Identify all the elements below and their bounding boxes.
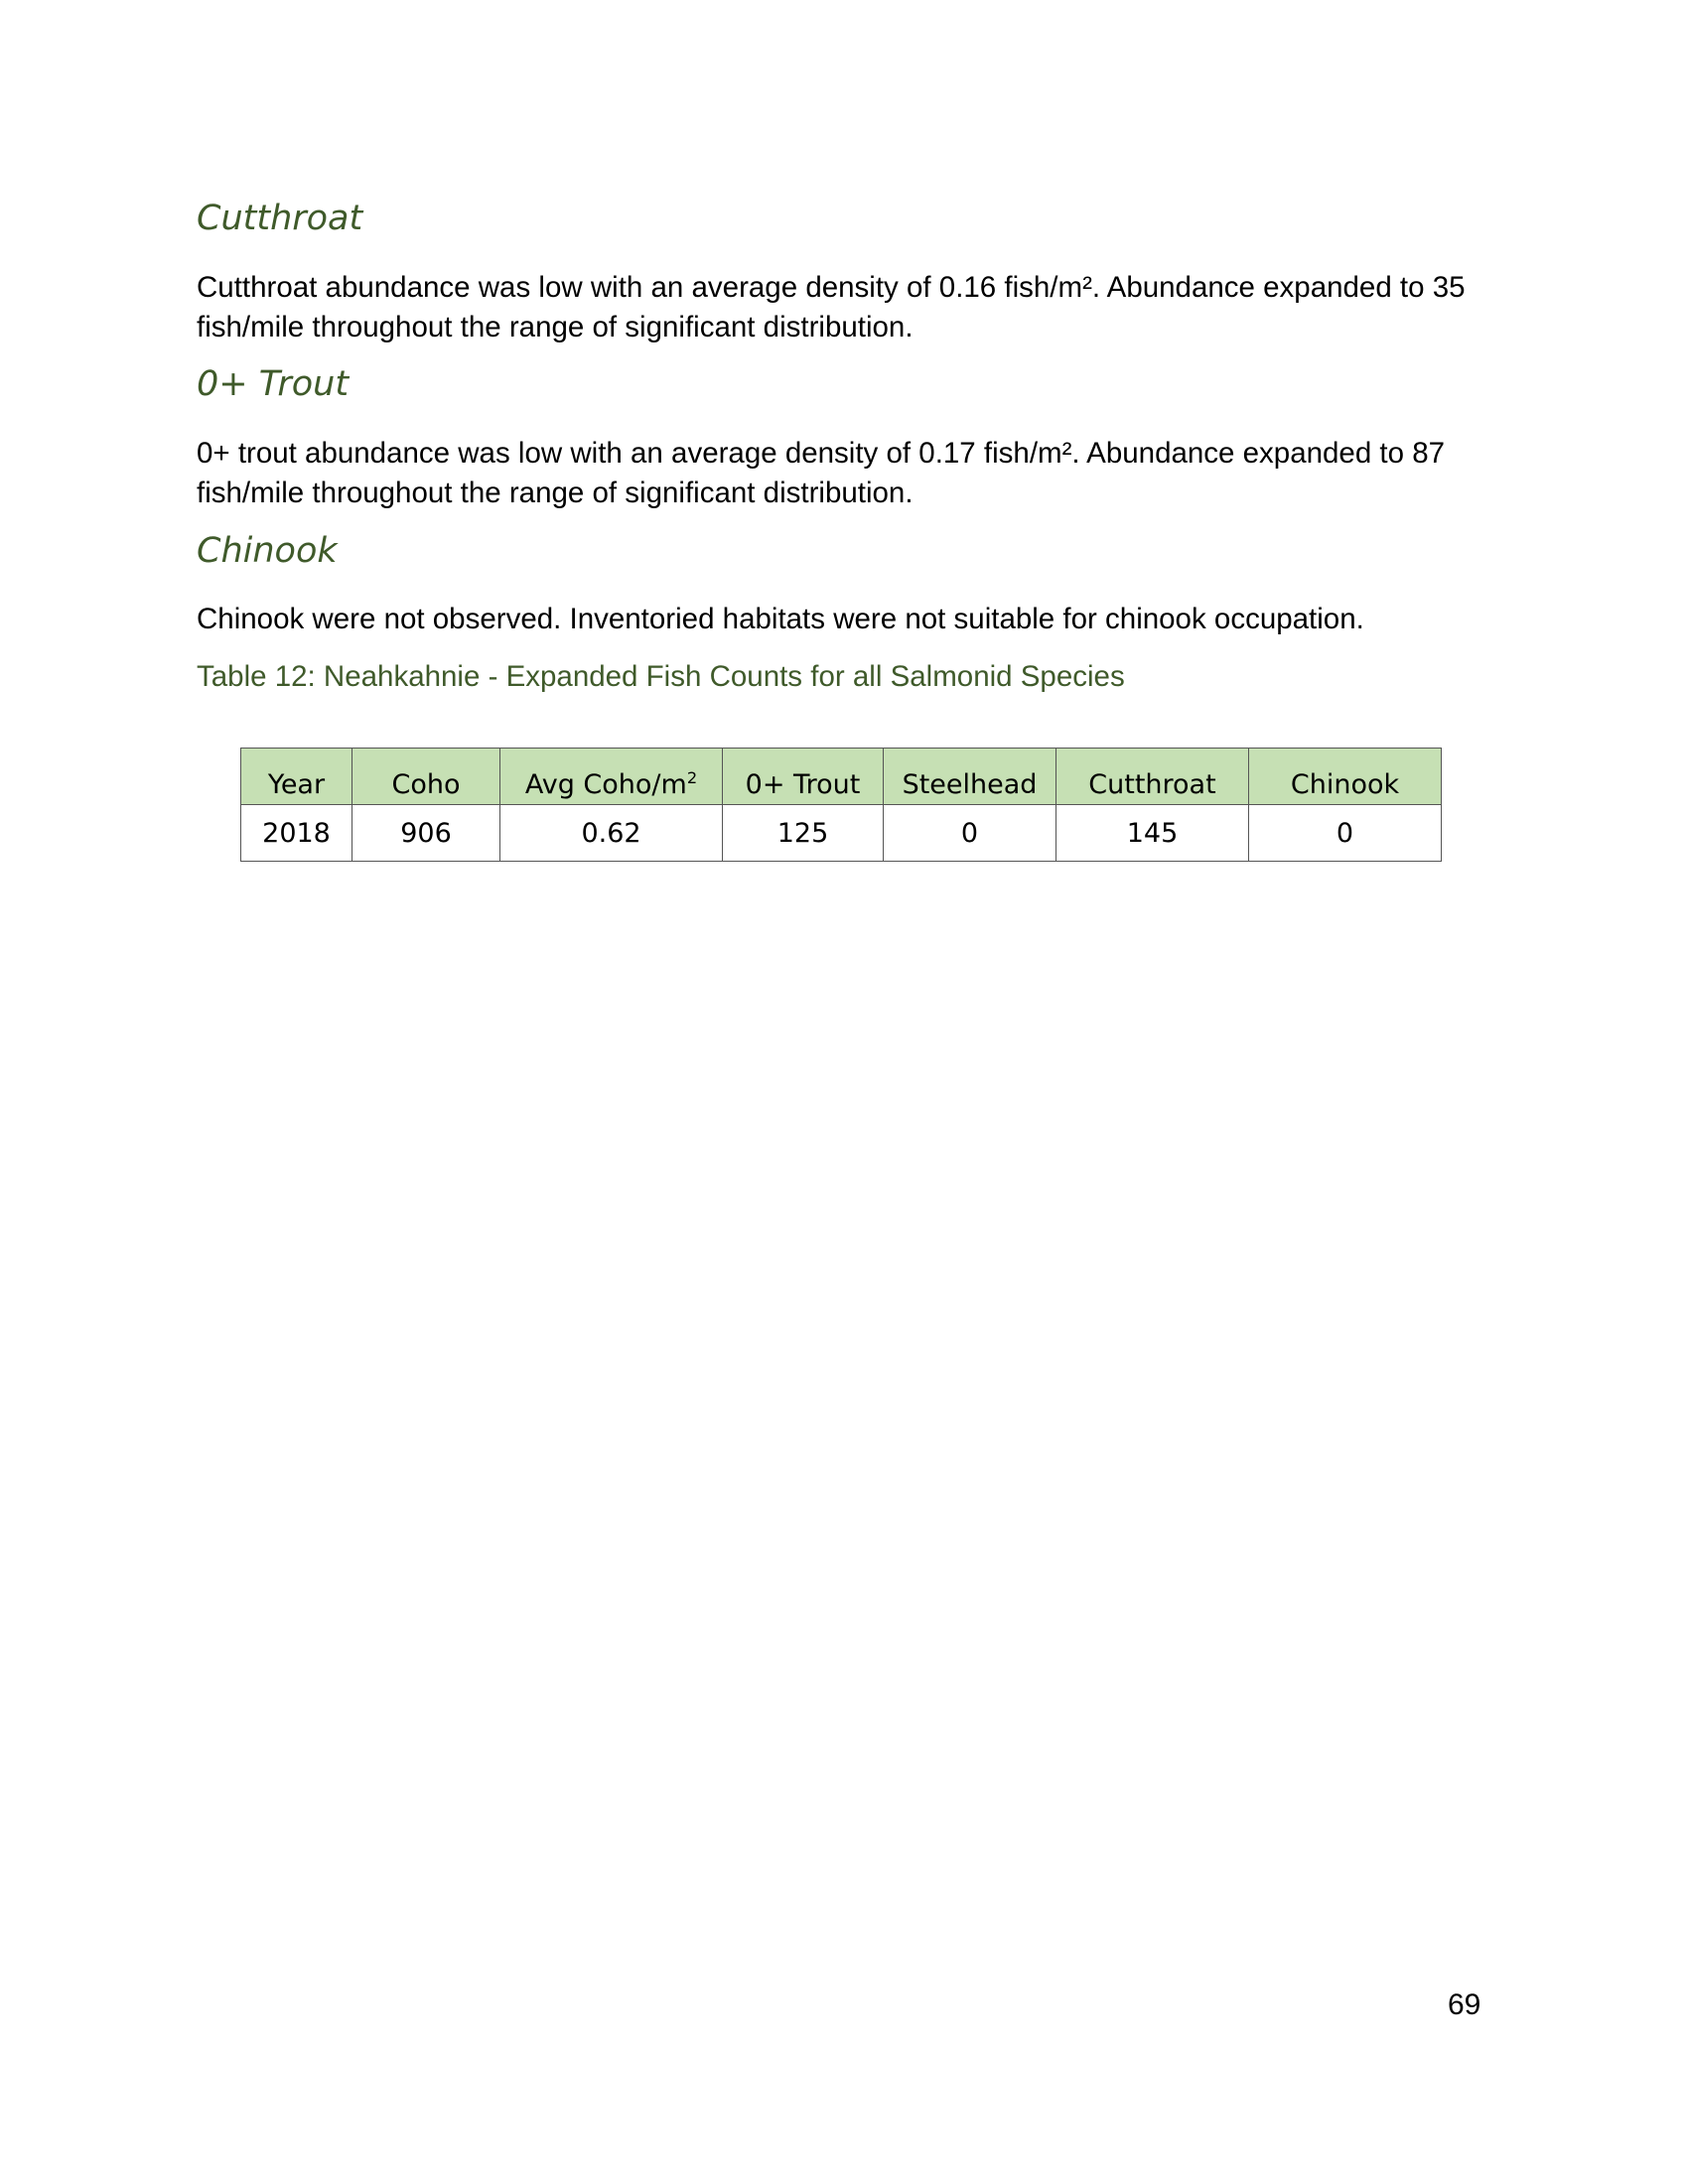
table-row <box>241 805 1442 862</box>
fish-counts-table <box>240 748 1442 862</box>
cell-steelhead: 0 <box>884 805 1056 862</box>
section-body-cutthroat: Cutthroat abundance was low with an average density of 0.16 fish/m². Abundance expanded to 35 fish/mile throughout the range of significant distribution. <box>197 271 1466 343</box>
section-heading-cutthroat: Cutthroat <box>197 199 363 238</box>
section-body-trout: 0+ trout abundance was low with an average density of 0.17 fish/m². Abundance expanded to 87 fish/mile throughout the range of significant distribution. <box>197 437 1446 509</box>
page-number: 69 <box>1448 1988 1481 2021</box>
header-cutthroat: Cutthroat <box>1056 749 1249 805</box>
header-trout: 0+ Trout <box>723 749 884 805</box>
table-header-row <box>241 749 1442 805</box>
section-heading-trout: 0+ Trout <box>197 364 350 404</box>
header-avg-coho <box>500 749 723 805</box>
header-steelhead: Steelhead <box>884 749 1056 805</box>
header-chinook: Chinook <box>1249 749 1442 805</box>
header-avg-coho-label: Avg Coho/m <box>524 769 687 800</box>
cell-year: 2018 <box>241 805 352 862</box>
cell-trout: 125 <box>723 805 884 862</box>
cell-cutthroat: 145 <box>1056 805 1249 862</box>
cell-chinook: 0 <box>1249 805 1442 862</box>
table-caption: Table 12: Neahkahnie - Expanded Fish Counts for all Salmonid Species <box>197 660 1125 693</box>
header-coho: Coho <box>352 749 500 805</box>
header-avg-coho-superscript: 2 <box>686 768 698 787</box>
section-heading-chinook: Chinook <box>197 531 338 571</box>
cell-coho: 906 <box>352 805 500 862</box>
section-body-chinook: Chinook were not observed. Inventoried habitats were not suitable for chinook occupation. <box>197 603 1364 635</box>
header-year: Year <box>241 749 352 805</box>
cell-avg-coho: 0.62 <box>500 805 723 862</box>
